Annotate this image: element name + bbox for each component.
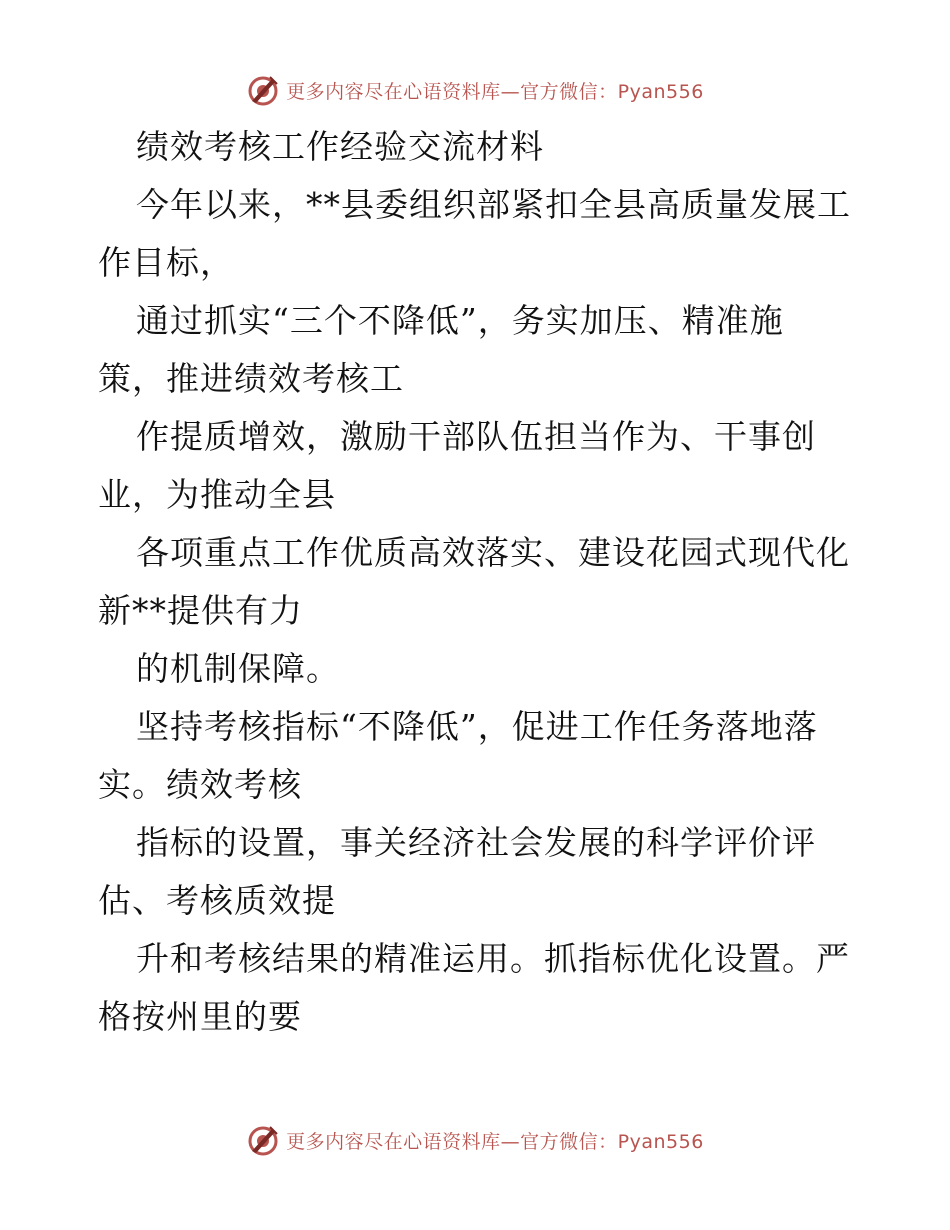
footer-watermark — [0, 1120, 950, 1160]
paragraph-line: 策，推进绩效考核工 — [98, 359, 404, 398]
paragraph-line: 的机制保障。 — [136, 649, 340, 688]
header-watermark — [0, 70, 950, 110]
paragraph-line: 新**提供有力 — [98, 591, 303, 630]
paragraph-line: 估、考核质效提 — [98, 881, 336, 920]
paragraph-line: 作目标， — [98, 243, 234, 282]
paragraph-line: 今年以来，**县委组织部紧扣全县高质量发展工 — [136, 185, 851, 224]
document-body — [98, 118, 858, 1046]
quill-seal-icon — [246, 73, 280, 107]
quill-seal-icon — [246, 1123, 280, 1157]
paragraph-line: 格按州里的要 — [98, 997, 302, 1036]
paragraph-line: 坚持考核指标“不降低”，促进工作任务落地落 — [136, 707, 818, 746]
paragraph-line: 升和考核结果的精准运用。抓指标优化设置。严 — [136, 939, 850, 978]
document-title: 绩效考核工作经验交流材料 — [136, 127, 544, 166]
paragraph-line: 实。绩效考核 — [98, 765, 302, 804]
paragraph-line: 各项重点工作优质高效落实、建设花园式现代化 — [136, 533, 850, 572]
footer-watermark-text: 更多内容尽在心语资料库—官方微信：Pyan556 — [286, 1130, 704, 1153]
header-watermark-text: 更多内容尽在心语资料库—官方微信：Pyan556 — [286, 80, 704, 103]
paragraph-line: 指标的设置，事关经济社会发展的科学评价评 — [136, 823, 816, 862]
paragraph-line: 作提质增效，激励干部队伍担当作为、干事创 — [136, 417, 816, 456]
paragraph-line: 通过抓实“三个不降低”，务实加压、精准施 — [136, 301, 784, 340]
paragraph-line: 业，为推动全县 — [98, 475, 336, 514]
